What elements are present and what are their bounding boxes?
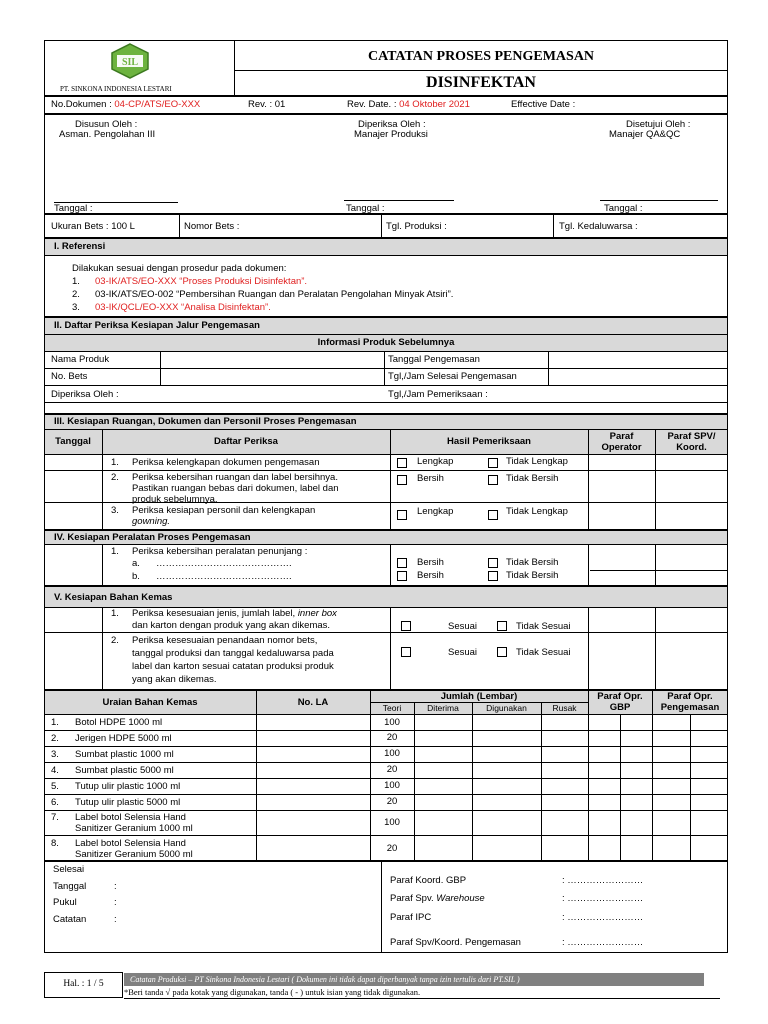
col-hasil: Hasil Pemeriksaan: [447, 436, 531, 447]
col-paraf-peng-2: Pengemasan: [660, 702, 720, 713]
tgl-selesai-label: Tgl,/Jam Selesai Pengemasan: [388, 371, 517, 382]
selesai-label: Selesai: [53, 864, 85, 875]
s4-b-dots: …………………………………….: [156, 571, 292, 582]
s5-row1b: dan karton dengan produk yang akan dikemas.: [132, 620, 331, 631]
revision-date: Rev. Date. : 04 Oktober 2021: [347, 99, 470, 110]
doc-number: No.Dokumen : 04-CP/ATS/EO-XXX: [51, 99, 201, 110]
mat-1-teori: 100: [384, 717, 400, 728]
s3-r2-tidak-bersih-checkbox[interactable]: [488, 475, 498, 485]
s3-row2a: Periksa kebersihan ruangan dan label bersihnya.: [132, 472, 338, 483]
mat-4-teori: 20: [386, 764, 398, 775]
s3-r1-tidak-lengkap: Tidak Lengkap: [506, 456, 568, 467]
s5-r2-tidak-sesuai-checkbox[interactable]: [497, 647, 507, 657]
paraf-koord-gbp-dots: : ……………………: [562, 875, 644, 886]
mat-2-name: Jerigen HDPE 5000 ml: [75, 733, 172, 744]
s4-a-tidak-bersih: Tidak Bersih: [506, 557, 559, 568]
diperiksa-role: Manajer Produksi: [354, 129, 428, 140]
s3-r1-tidak-lengkap-checkbox[interactable]: [488, 458, 498, 468]
effective-date: Effective Date :: [511, 99, 576, 110]
footer-note: *Beri tanda √ pada kotak yang digunakan, tanda ( - ) untuk isian yang tidak digunakan.: [124, 987, 421, 997]
finish-catatan: Catatan: [53, 914, 87, 925]
s3-row3a: Periksa kesiapan personil dan kelengkapan: [132, 505, 316, 516]
s3-r2-bersih-checkbox[interactable]: [397, 475, 407, 485]
s5-r2-sesuai: Sesuai: [448, 647, 478, 658]
s3-row1-num: 1.: [111, 457, 119, 468]
section-3-title: III. Kesiapan Ruangan, Dokumen dan Personil Proses Pengemasan: [54, 416, 357, 427]
s4-row1: Periksa kebersihan peralatan penunjang :: [132, 546, 308, 557]
col-diterima: Diterima: [427, 703, 459, 713]
s5-row2b: tanggal produksi dan tanggal kedaluwarsa pada: [132, 648, 334, 659]
s4-a: a.: [132, 558, 140, 569]
mat-7-num: 7.: [51, 812, 59, 823]
col-teori: Teori: [382, 703, 402, 713]
col-paraf-spv-1: Paraf SPV/: [667, 431, 716, 442]
s5-row2c: label dan karton sesuai catatan produksi produk: [132, 661, 334, 672]
mat-5-num: 5.: [51, 781, 59, 792]
ref-1: 03-IK/ATS/EO-XXX “Proses Produksi Disinfektan”.: [95, 276, 308, 287]
section-2-subtitle: Informasi Produk Sebelumnya: [317, 337, 455, 348]
s4-b: b.: [132, 571, 140, 582]
tanggal-2: Tanggal :: [346, 203, 385, 214]
tanggal-3: Tanggal :: [604, 203, 643, 214]
finish-pukul: Pukul: [53, 897, 77, 908]
ref-2: 03-IK/ATS/EO-002 “Pembersihan Ruangan dan Peralatan Pengolahan Minyak Atsiri”.: [95, 289, 454, 300]
mat-7-name2: Sanitizer Geranium 1000 ml: [75, 823, 193, 834]
s3-row2b: Pastikan ruangan bebas dari dokumen, label dan: [132, 483, 339, 494]
s4-a-dots: …………………………………….: [156, 558, 292, 569]
col-tanggal: Tanggal: [55, 436, 91, 447]
s3-r2-tidak-bersih: Tidak Bersih: [506, 473, 559, 484]
col-paraf-gbp-1: Paraf Opr.: [597, 691, 643, 702]
mat-6-num: 6.: [51, 797, 59, 808]
doc-title: CATATAN PROSES PENGEMASAN: [367, 49, 595, 64]
s3-r1-lengkap-checkbox[interactable]: [397, 458, 407, 468]
section-1-title: I. Referensi: [54, 241, 106, 252]
s4-a-tidak-bersih-checkbox[interactable]: [488, 558, 498, 568]
logo-icon: [110, 43, 150, 79]
section-4-title: IV. Kesiapan Peralatan Proses Pengemasan: [54, 532, 251, 543]
col-paraf-peng-1: Paraf Opr.: [667, 691, 713, 702]
col-digunakan: Digunakan: [486, 703, 527, 713]
s3-r1-lengkap: Lengkap: [417, 456, 454, 467]
s5-r1-tidak-sesuai-checkbox[interactable]: [497, 621, 507, 631]
s3-r3-tidak-lengkap: Tidak Lengkap: [506, 506, 568, 517]
company-name: PT. SINKONA INDONESIA LESTARI: [60, 85, 172, 93]
mat-8-teori: 20: [386, 843, 398, 854]
finish-tanggal: Tanggal: [53, 881, 87, 892]
tanggal-pengemasan-label: Tanggal Pengemasan: [388, 354, 480, 365]
s5-row2a: Periksa kesesuaian penandaan nomor bets,: [132, 635, 318, 646]
mat-3-num: 3.: [51, 749, 59, 760]
disusun-label: Disusun Oleh :: [75, 119, 138, 130]
paraf-koord-gbp: Paraf Koord. GBP: [390, 875, 467, 886]
s3-row3-num: 3.: [111, 505, 119, 516]
s5-r1-sesuai: Sesuai: [448, 621, 478, 632]
s3-r3-tidak-lengkap-checkbox[interactable]: [488, 510, 498, 520]
paraf-spv-warehouse-dots: : ……………………: [562, 893, 644, 904]
tanggal-1: Tanggal :: [54, 203, 93, 214]
diperiksa-oleh-label: Diperiksa Oleh :: [51, 389, 119, 400]
tgl-pemeriksaan-label: Tgl,/Jam Pemeriksaan :: [388, 389, 488, 400]
section-5-title: V. Kesiapan Bahan Kemas: [54, 592, 173, 603]
ref-1-num: 1.: [72, 276, 80, 287]
mat-2-teori: 20: [386, 732, 398, 743]
s4-a-bersih: Bersih: [417, 557, 444, 568]
s3-row2c: produk sebelumnya.: [132, 494, 218, 505]
s3-r2-bersih: Bersih: [417, 473, 444, 484]
no-bets-label: No. Bets: [51, 371, 88, 382]
disusun-role: Asman. Pengolahan III: [59, 129, 156, 140]
paraf-ipc: Paraf IPC: [390, 912, 432, 923]
mat-5-name: Tutup ulir plastic 1000 ml: [75, 781, 181, 792]
mat-4-num: 4.: [51, 765, 59, 776]
mat-1-name: Botol HDPE 1000 ml: [75, 717, 163, 728]
s5-r2-sesuai-checkbox[interactable]: [401, 647, 411, 657]
finish-tanggal-colon: :: [114, 881, 117, 892]
s4-a-bersih-checkbox[interactable]: [397, 558, 407, 568]
nomor-bets: Nomor Bets :: [184, 221, 240, 232]
s3-row1: Periksa kelengkapan dokumen pengemasan: [132, 457, 320, 468]
col-paraf-op-1: Paraf: [609, 431, 634, 442]
mat-3-teori: 100: [384, 748, 400, 759]
ref-3: 03-IK/QCL/EO-XXX “Analisa Disinfektan”.: [95, 302, 271, 313]
finish-catatan-colon: :: [114, 914, 117, 925]
mat-6-teori: 20: [386, 796, 398, 807]
paraf-spv-pengemasan: Paraf Spv/Koord. Pengemasan: [390, 937, 521, 948]
mat-6-name: Tutup ulir plastic 5000 ml: [75, 797, 181, 808]
paraf-spv-warehouse: Paraf Spv. Warehouse: [390, 893, 485, 904]
ukuran-bets: Ukuran Bets : 100 L: [51, 221, 135, 232]
disetujui-role: Manajer QA&QC: [609, 129, 681, 140]
revision: Rev. : 01: [248, 99, 286, 110]
tgl-produksi: Tgl. Produksi :: [386, 221, 447, 232]
paraf-spv-pengemasan-dots: : ……………………: [562, 937, 644, 948]
mat-5-teori: 100: [384, 780, 400, 791]
mat-3-name: Sumbat plastic 1000 ml: [75, 749, 174, 760]
section-2-title: II. Daftar Periksa Kesiapan Jalur Pengemasan: [54, 320, 260, 331]
ref-3-num: 3.: [72, 302, 80, 313]
nama-produk-label: Nama Produk: [51, 354, 110, 365]
s4-b-bersih-checkbox[interactable]: [397, 571, 407, 581]
col-no-la: No. LA: [297, 697, 329, 708]
col-uraian: Uraian Bahan Kemas: [102, 697, 198, 708]
s4-b-tidak-bersih-checkbox[interactable]: [488, 571, 498, 581]
mat-8-name: Label botol Selensia Hand: [75, 838, 186, 849]
s5-row1a: Periksa kesesuaian jenis, jumlah label, inner box: [132, 608, 337, 619]
mat-7-teori: 100: [384, 817, 400, 828]
diperiksa-label: Diperiksa Oleh :: [358, 119, 426, 130]
s3-row3b: gowning.: [132, 516, 171, 527]
doc-subtitle: DISINFEKTAN: [426, 74, 536, 91]
s4-row1-num: 1.: [111, 546, 119, 557]
s4-b-tidak-bersih: Tidak Bersih: [506, 570, 559, 581]
tgl-kedaluwarsa: Tgl. Kedaluwarsa :: [559, 221, 638, 232]
s4-b-bersih: Bersih: [417, 570, 444, 581]
page-number: Hal. : 1 / 5: [63, 979, 104, 989]
col-paraf-gbp-2: GBP: [609, 702, 631, 713]
col-daftar-periksa: Daftar Periksa: [214, 436, 278, 447]
paraf-ipc-dots: : ……………………: [562, 912, 644, 923]
s5-row2-num: 2.: [111, 635, 119, 646]
mat-4-name: Sumbat plastic 5000 ml: [75, 765, 174, 776]
ref-intro: Dilakukan sesuai dengan prosedur pada dokumen:: [72, 263, 287, 274]
mat-1-num: 1.: [51, 717, 59, 728]
s5-r1-sesuai-checkbox[interactable]: [401, 621, 411, 631]
s3-r3-lengkap-checkbox[interactable]: [397, 510, 407, 520]
mat-7-name: Label botol Selensia Hand: [75, 812, 186, 823]
mat-8-name2: Sanitizer Geranium 5000 ml: [75, 849, 193, 860]
s5-r1-tidak-sesuai: Tidak Sesuai: [516, 621, 571, 632]
mat-8-num: 8.: [51, 838, 59, 849]
svg-text:SIL: SIL: [121, 57, 139, 68]
col-rusak: Rusak: [552, 703, 577, 713]
disetujui-label: Disetujui Oleh :: [626, 119, 691, 130]
s5-r2-tidak-sesuai: Tidak Sesuai: [516, 647, 571, 658]
ref-2-num: 2.: [72, 289, 80, 300]
col-paraf-spv-2: Koord.: [676, 442, 707, 453]
s5-row1-num: 1.: [111, 608, 119, 619]
mat-2-num: 2.: [51, 733, 59, 744]
s3-row2-num: 2.: [111, 472, 119, 483]
s5-row2d: yang akan dikemas.: [132, 674, 217, 685]
finish-pukul-colon: :: [114, 897, 117, 908]
col-jumlah: Jumlah (Lembar): [440, 691, 518, 702]
col-paraf-op-2: Operator: [601, 442, 642, 453]
s3-r3-lengkap: Lengkap: [417, 506, 454, 517]
footer-notice: Catatan Produksi – PT Sinkona Indonesia Lestari ( Dokumen ini tidak dapat diperbanyak tanpa izin tertulis dari PT.SIL ): [130, 975, 520, 984]
